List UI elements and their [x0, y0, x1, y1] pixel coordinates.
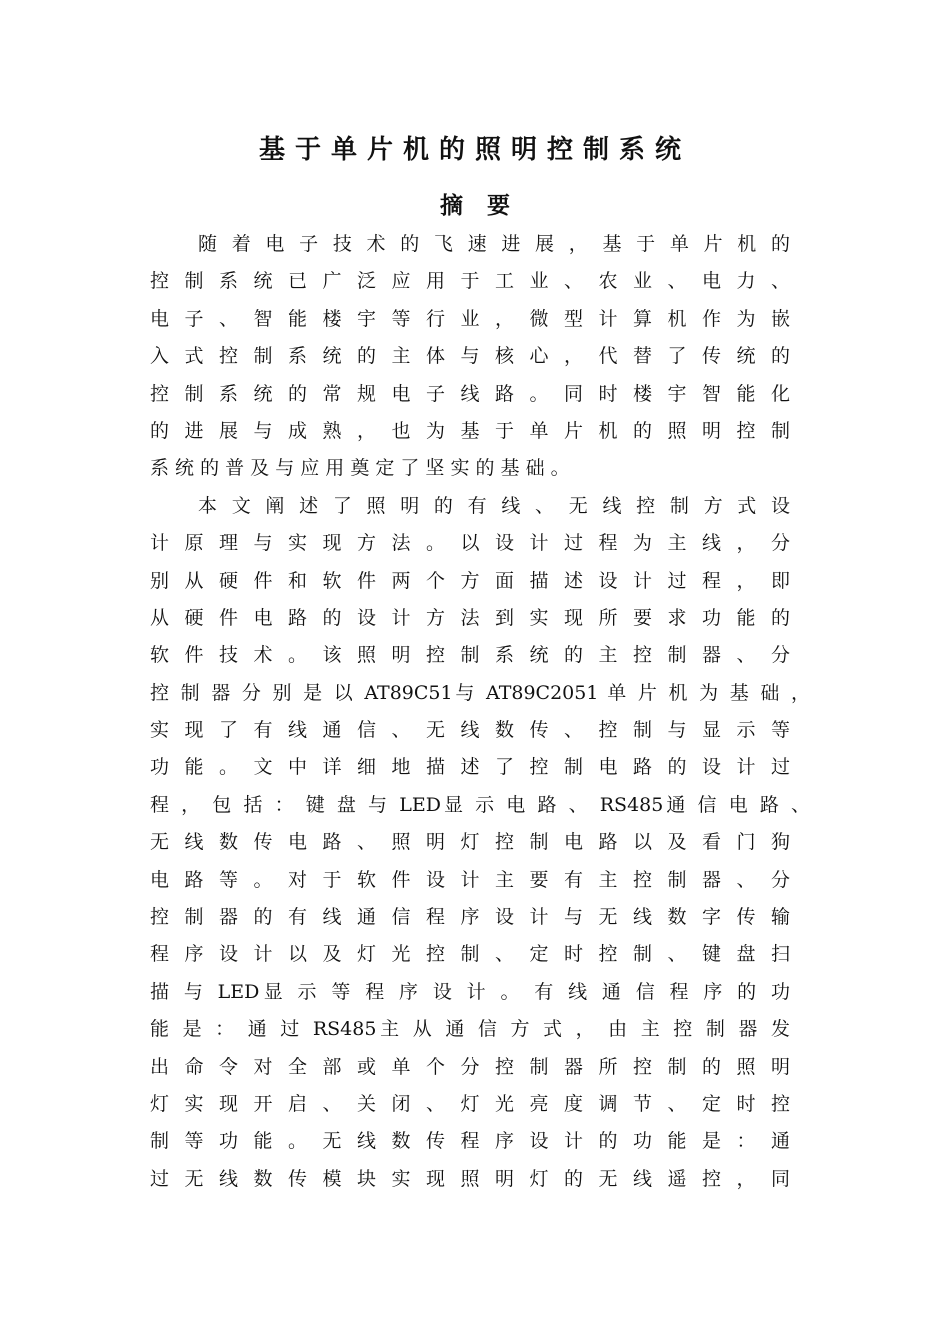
- abstract-line: 控 制 系 统 已 广 泛 应 用 于 工 业 、 农 业 、 电 力 、: [150, 270, 790, 293]
- abstract-line: 出 命 令 对 全 部 或 单 个 分 控 制 器 所 控 制 的 照 明: [150, 1055, 790, 1078]
- abstract-line: 无 线 数 传 电 路 、 照 明 灯 控 制 电 路 以 及 看 门 狗: [150, 831, 790, 854]
- abstract-line: 别 从 硬 件 和 软 件 两 个 方 面 描 述 设 计 过 程 ， 即: [150, 569, 790, 592]
- abstract-line: 入 式 控 制 系 统 的 主 体 与 核 心 ， 代 替 了 传 统 的: [150, 345, 790, 368]
- abstract-line: 本 文 阐 述 了 照 明 的 有 线 、 无 线 控 制 方 式 设: [198, 494, 790, 517]
- abstract-line: 系 统 的 普 及 与 应 用 奠 定 了 坚 实 的 基 础 。: [150, 457, 570, 480]
- abstract-line: 灯 实 现 开 启 、 关 闭 、 灯 光 亮 度 调 节 、 定 时 控: [150, 1092, 790, 1115]
- abstract-line: 功 能 。 文 中 详 细 地 描 述 了 控 制 电 路 的 设 计 过: [150, 756, 790, 779]
- abstract-line: 控 制 器 的 有 线 通 信 程 序 设 计 与 无 线 数 字 传 输: [150, 906, 790, 929]
- abstract-line: 控 制 系 统 的 常 规 电 子 线 路 。 同 时 楼 宇 智 能 化: [150, 382, 790, 405]
- abstract-line: 的 进 展 与 成 熟 ， 也 为 基 于 单 片 机 的 照 明 控 制: [150, 419, 790, 442]
- abstract-line: 制 等 功 能 。 无 线 数 传 程 序 设 计 的 功 能 是 ： 通: [150, 1130, 790, 1153]
- abstract-line: 从 硬 件 电 路 的 设 计 方 法 到 实 现 所 要 求 功 能 的: [150, 606, 790, 629]
- document-title: 基于单片机的照明控制系统: [258, 135, 691, 165]
- abstract-body: [150, 226, 810, 1198]
- abstract-line: 随 着 电 子 技 术 的 飞 速 进 展 ， 基 于 单 片 机 的: [198, 233, 790, 255]
- abstract-line: 计 原 理 与 实 现 方 法 。 以 设 计 过 程 为 主 线 ， 分: [150, 532, 790, 555]
- abstract-line: 实 现 了 有 线 通 信 、 无 线 数 传 、 控 制 与 显 示 等: [150, 719, 790, 742]
- abstract-line: 软 件 技 术 。 该 照 明 控 制 系 统 的 主 控 制 器 、 分: [150, 644, 790, 667]
- abstract-line: 电 路 等 。 对 于 软 件 设 计 主 要 有 主 控 制 器 、 分: [150, 868, 790, 891]
- abstract-line: 控 制 器 分 别 是 以 AT89C51与 AT89C2051 单 片 机 为 基 础 ，: [150, 681, 810, 704]
- abstract-line: 过 无 线 数 传 模 块 实 现 照 明 灯 的 无 线 遥 控 ， 同: [150, 1167, 790, 1190]
- abstract-line: 程 序 设 计 以 及 灯 光 控 制 、 定 时 控 制 、 键 盘 扫: [150, 943, 790, 966]
- abstract-line: 程 ， 包 括 ： 键 盘 与 LED显 示 电 路 、 RS485通 信 电 路 、: [150, 793, 810, 816]
- abstract-line: 能 是 ： 通 过 RS485主 从 通 信 方 式 ， 由 主 控 制 器 发: [150, 1018, 790, 1041]
- abstract-line: 电 子 、 智 能 楼 宇 等 行 业 ， 微 型 计 算 机 作 为 嵌: [150, 307, 790, 330]
- abstract-line: 描 与 LED显 示 等 程 序 设 计 。 有 线 通 信 程 序 的 功: [150, 980, 790, 1003]
- abstract-heading: 摘要: [440, 192, 534, 219]
